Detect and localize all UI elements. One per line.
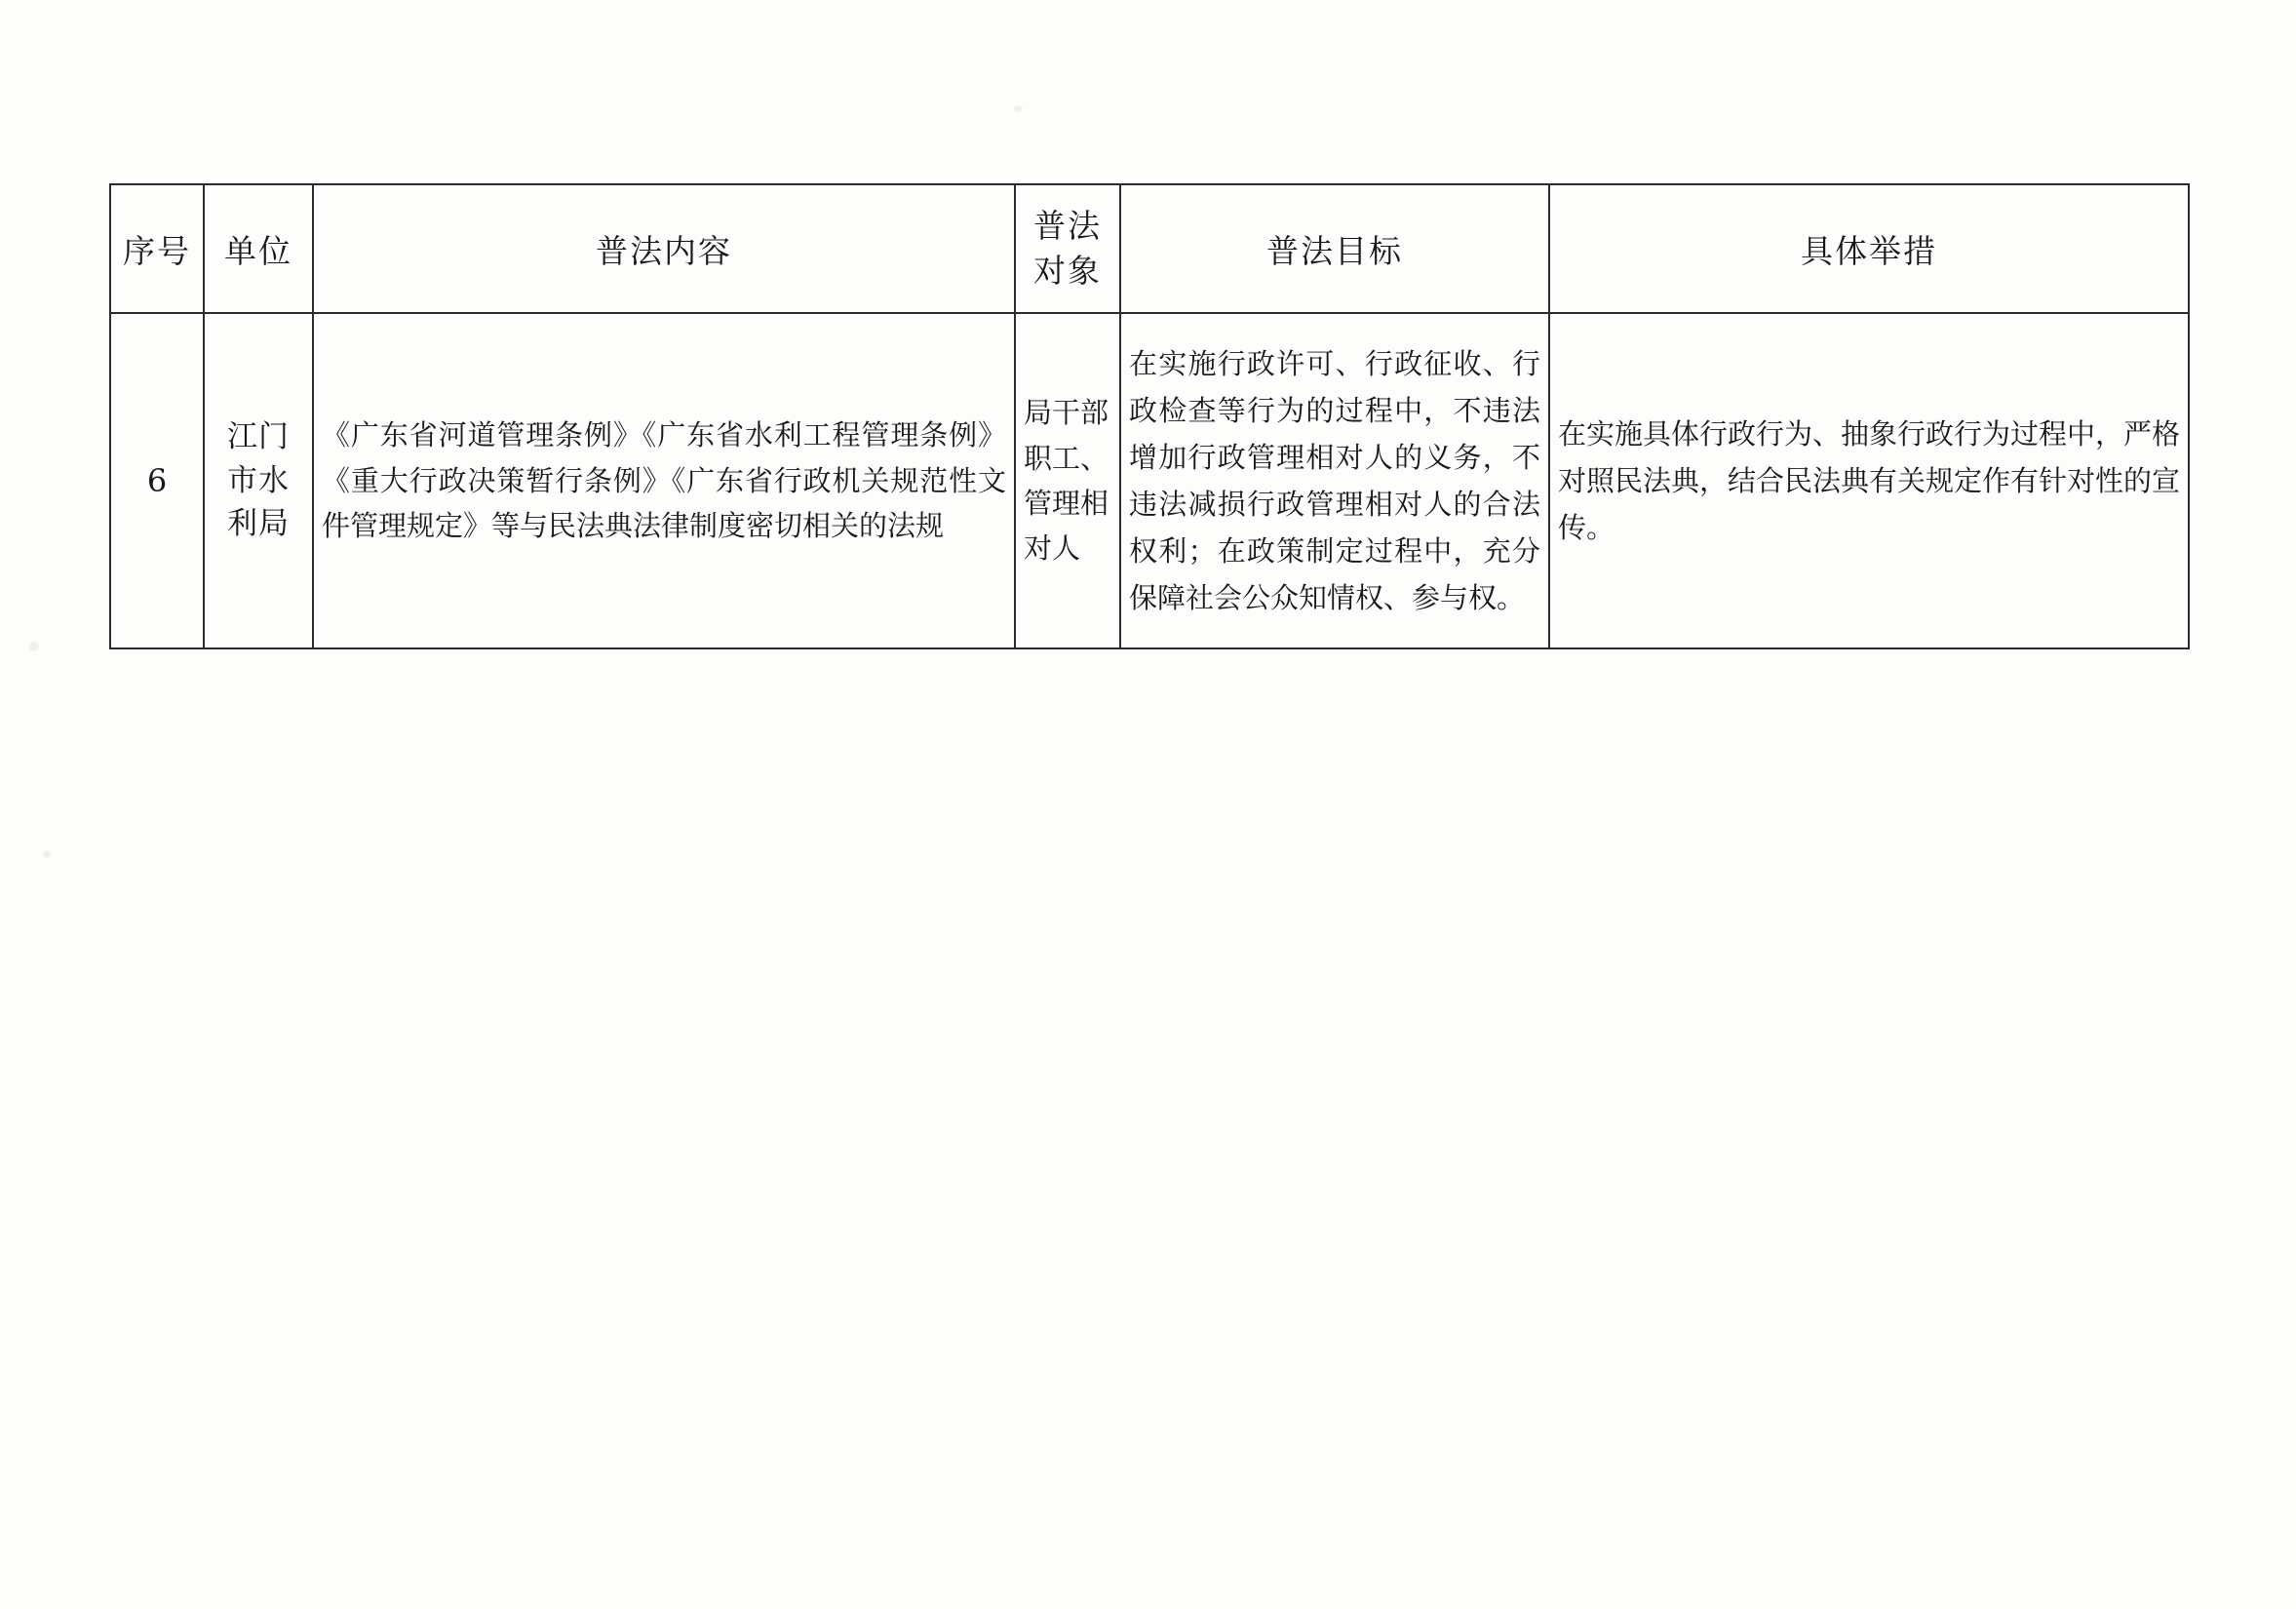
- pufa-plan-table: [109, 183, 2190, 649]
- table-header-row: [110, 184, 2189, 313]
- cell-object: 局干部职工、管理相对人: [1015, 313, 1120, 648]
- cell-goal: 在实施行政许可、行政征收、行政检查等行为的过程中，不违法增加行政管理相对人的义务，不违法减损行政管理相对人的合法权利；在政策制定过程中，充分保障社会公众知情权、参与权。: [1120, 313, 1549, 648]
- scan-speck: [29, 642, 39, 651]
- column-header-object-line1: 普法: [1033, 207, 1102, 246]
- column-header-object: [1015, 184, 1120, 313]
- table-header: [110, 184, 2189, 313]
- table-body: [110, 313, 2189, 648]
- cell-unit: 江门市水利局: [204, 313, 313, 648]
- column-header-unit: 单位: [204, 184, 313, 313]
- scan-speck: [1014, 105, 1023, 112]
- cell-measure: 在实施具体行政行为、抽象行政行为过程中，严格对照民法典，结合民法典有关规定作有针对性的宣传。: [1549, 313, 2189, 648]
- cell-no: 6: [110, 313, 204, 648]
- column-header-no: 序号: [110, 184, 204, 313]
- scan-speck: [43, 850, 51, 858]
- table-row: [110, 313, 2189, 648]
- column-header-goal: 普法目标: [1120, 184, 1549, 313]
- cell-content: 《广东省河道管理条例》《广东省水利工程管理条例》《重大行政决策暂行条例》《广东省行政机关规范性文件管理规定》等与民法典法律制度密切相关的法规: [313, 313, 1015, 648]
- column-header-object-line2: 对象: [1033, 252, 1102, 290]
- column-header-measure: 具体举措: [1549, 184, 2189, 313]
- column-header-content: 普法内容: [313, 184, 1015, 313]
